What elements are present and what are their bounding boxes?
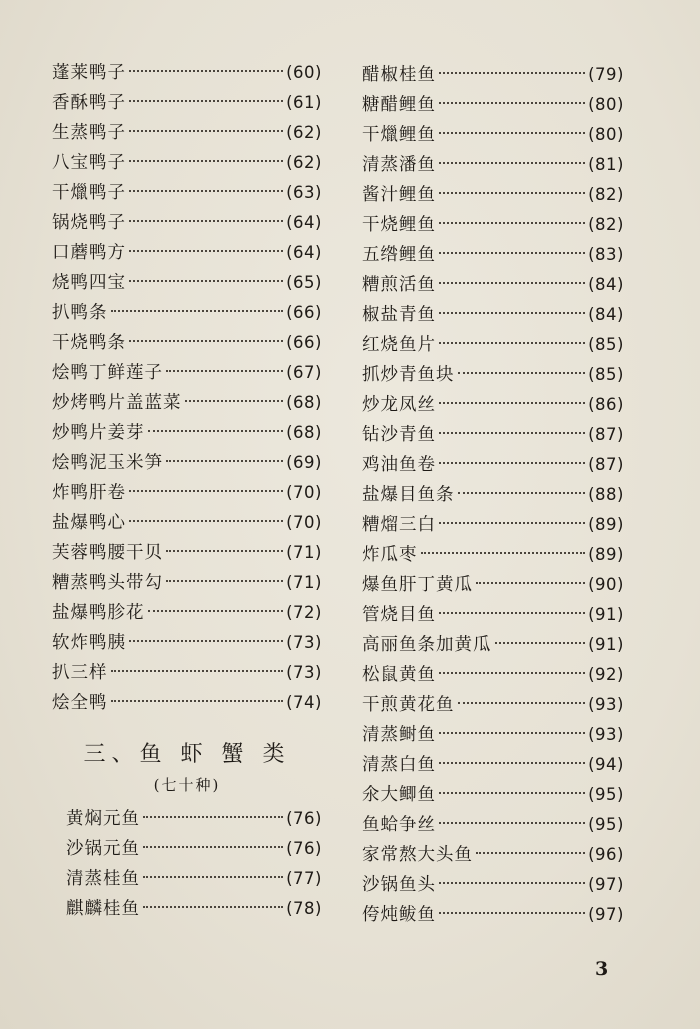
page-reference: (60) bbox=[286, 63, 322, 82]
page-reference: (91) bbox=[588, 605, 624, 624]
dot-leader bbox=[129, 640, 283, 642]
dish-name: 扒三样 bbox=[52, 663, 108, 683]
page-reference: (95) bbox=[588, 815, 624, 834]
dot-leader bbox=[129, 250, 283, 252]
page-reference: (76) bbox=[286, 839, 322, 858]
toc-left-column bbox=[52, 58, 322, 924]
page-reference: (94) bbox=[588, 755, 624, 774]
toc-entry bbox=[52, 568, 322, 598]
dish-name: 口蘑鸭方 bbox=[52, 243, 126, 263]
dot-leader bbox=[148, 430, 284, 432]
page-reference: (74) bbox=[286, 693, 322, 712]
dish-name: 干烧鸭条 bbox=[52, 333, 126, 353]
dot-leader bbox=[439, 462, 585, 464]
toc-entry bbox=[66, 864, 322, 894]
page-reference: (79) bbox=[588, 65, 624, 84]
dot-leader bbox=[439, 402, 585, 404]
dot-leader bbox=[143, 846, 283, 848]
toc-entry bbox=[52, 538, 322, 568]
dot-leader bbox=[439, 822, 585, 824]
toc-entry bbox=[362, 840, 624, 870]
dish-name: 沙锅鱼头 bbox=[362, 875, 436, 895]
page-reference: (70) bbox=[286, 483, 322, 502]
toc-entry bbox=[52, 418, 322, 448]
page-reference: (68) bbox=[286, 423, 322, 442]
toc-entry bbox=[362, 570, 624, 600]
toc-entry bbox=[52, 508, 322, 538]
dish-name: 盐爆鸭心 bbox=[52, 513, 126, 533]
page-reference: (64) bbox=[286, 213, 322, 232]
page-reference: (67) bbox=[286, 363, 322, 382]
dish-name: 炒鸭片姜芽 bbox=[52, 423, 145, 443]
page-reference: (76) bbox=[286, 809, 322, 828]
page-reference: (87) bbox=[588, 425, 624, 444]
dot-leader bbox=[439, 912, 585, 914]
dish-name: 沙锅元鱼 bbox=[66, 839, 140, 859]
dot-leader bbox=[111, 670, 284, 672]
dot-leader bbox=[129, 220, 283, 222]
toc-entry bbox=[362, 120, 624, 150]
toc-entry bbox=[362, 240, 624, 270]
toc-entry bbox=[52, 598, 322, 628]
page-reference: (80) bbox=[588, 125, 624, 144]
dish-name: 椒盐青鱼 bbox=[362, 305, 436, 325]
toc-entry bbox=[362, 420, 624, 450]
toc-entry bbox=[52, 268, 322, 298]
dot-leader bbox=[476, 582, 585, 584]
dish-name: 松鼠黄鱼 bbox=[362, 665, 436, 685]
dot-leader bbox=[166, 550, 283, 552]
toc-right-column bbox=[362, 60, 624, 930]
toc-entry bbox=[52, 178, 322, 208]
dot-leader bbox=[439, 342, 585, 344]
toc-entry bbox=[52, 298, 322, 328]
page-reference: (92) bbox=[588, 665, 624, 684]
toc-entry bbox=[52, 88, 322, 118]
toc-entry bbox=[52, 448, 322, 478]
page-reference: (63) bbox=[286, 183, 322, 202]
toc-entry bbox=[52, 208, 322, 238]
dish-name: 家常熬大头鱼 bbox=[362, 845, 473, 865]
dot-leader bbox=[129, 160, 283, 162]
page-reference: (73) bbox=[286, 633, 322, 652]
toc-entry bbox=[362, 210, 624, 240]
dot-leader bbox=[439, 612, 585, 614]
toc-entry bbox=[52, 628, 322, 658]
dish-name: 锅烧鸭子 bbox=[52, 213, 126, 233]
dot-leader bbox=[129, 490, 283, 492]
dish-name: 鱼蛤争丝 bbox=[362, 815, 436, 835]
dish-name: 芙蓉鸭腰干贝 bbox=[52, 543, 163, 563]
dot-leader bbox=[129, 340, 283, 342]
page-reference: (64) bbox=[286, 243, 322, 262]
toc-entry bbox=[52, 58, 322, 88]
toc-entry bbox=[52, 478, 322, 508]
toc-entry bbox=[362, 480, 624, 510]
dish-name: 干爉鸭子 bbox=[52, 183, 126, 203]
dish-name: 盐爆鸭胗花 bbox=[52, 603, 145, 623]
dish-name: 鸡油鱼卷 bbox=[362, 455, 436, 475]
dot-leader bbox=[439, 132, 585, 134]
dish-name: 五绺鲤鱼 bbox=[362, 245, 436, 265]
dish-name: 香酥鸭子 bbox=[52, 93, 126, 113]
toc-list-duck bbox=[52, 58, 322, 718]
dot-leader bbox=[129, 190, 283, 192]
dish-name: 炒龙凤丝 bbox=[362, 395, 436, 415]
page-reference: (65) bbox=[286, 273, 322, 292]
toc-entry bbox=[362, 600, 624, 630]
dot-leader bbox=[439, 522, 585, 524]
toc-entry bbox=[362, 780, 624, 810]
dish-name: 软炸鸭胰 bbox=[52, 633, 126, 653]
dot-leader bbox=[143, 906, 283, 908]
dot-leader bbox=[166, 460, 283, 462]
toc-entry bbox=[362, 720, 624, 750]
page-reference: (68) bbox=[286, 393, 322, 412]
dot-leader bbox=[166, 370, 283, 372]
toc-entry bbox=[362, 870, 624, 900]
toc-entry bbox=[52, 358, 322, 388]
dish-name: 干烧鲤鱼 bbox=[362, 215, 436, 235]
dish-name: 糟煎活鱼 bbox=[362, 275, 436, 295]
toc-list-fish-continued bbox=[362, 60, 624, 930]
page-reference: (73) bbox=[286, 663, 322, 682]
page-reference: (86) bbox=[588, 395, 624, 414]
dish-name: 麒麟桂鱼 bbox=[66, 899, 140, 919]
toc-list-fish bbox=[66, 804, 322, 924]
dot-leader bbox=[129, 130, 283, 132]
dot-leader bbox=[439, 252, 585, 254]
dish-name: 干爉鲤鱼 bbox=[362, 125, 436, 145]
dish-name: 高丽鱼条加黄瓜 bbox=[362, 635, 492, 655]
dish-name: 酱汁鲤鱼 bbox=[362, 185, 436, 205]
page-reference: (96) bbox=[588, 845, 624, 864]
toc-entry bbox=[362, 330, 624, 360]
dot-leader bbox=[458, 702, 586, 704]
page-reference: (91) bbox=[588, 635, 624, 654]
toc-entry bbox=[66, 804, 322, 834]
dish-name: 烩全鸭 bbox=[52, 693, 108, 713]
dish-name: 蓬莱鸭子 bbox=[52, 63, 126, 83]
toc-entry bbox=[66, 834, 322, 864]
page-reference: (89) bbox=[588, 515, 624, 534]
page-reference: (69) bbox=[286, 453, 322, 472]
dish-name: 盐爆目鱼条 bbox=[362, 485, 455, 505]
page-reference: (87) bbox=[588, 455, 624, 474]
dish-name: 干煎黄花鱼 bbox=[362, 695, 455, 715]
page-reference: (85) bbox=[588, 365, 624, 384]
dish-name: 炸瓜枣 bbox=[362, 545, 418, 565]
page-reference: (78) bbox=[286, 899, 322, 918]
page-reference: (62) bbox=[286, 123, 322, 142]
dish-name: 醋椒桂鱼 bbox=[362, 65, 436, 85]
dish-name: 侉炖鲅鱼 bbox=[362, 905, 436, 925]
dish-name: 黄焖元鱼 bbox=[66, 809, 140, 829]
toc-entry bbox=[362, 270, 624, 300]
dot-leader bbox=[495, 642, 586, 644]
dish-name: 清蒸桂鱼 bbox=[66, 869, 140, 889]
dot-leader bbox=[129, 520, 283, 522]
dot-leader bbox=[476, 852, 585, 854]
dot-leader bbox=[439, 282, 585, 284]
toc-entry bbox=[362, 810, 624, 840]
page-reference: (62) bbox=[286, 153, 322, 172]
dish-name: 扒鸭条 bbox=[52, 303, 108, 323]
toc-entry bbox=[52, 238, 322, 268]
dish-name: 清蒸潘鱼 bbox=[362, 155, 436, 175]
page-reference: (88) bbox=[588, 485, 624, 504]
dot-leader bbox=[439, 672, 585, 674]
dish-name: 八宝鸭子 bbox=[52, 153, 126, 173]
dish-name: 烧鸭四宝 bbox=[52, 273, 126, 293]
page-reference: (95) bbox=[588, 785, 624, 804]
dish-name: 爆鱼肝丁黄瓜 bbox=[362, 575, 473, 595]
toc-entry bbox=[52, 148, 322, 178]
dot-leader bbox=[458, 372, 586, 374]
page-reference: (90) bbox=[588, 575, 624, 594]
page-reference: (84) bbox=[588, 305, 624, 324]
page-reference: (85) bbox=[588, 335, 624, 354]
page-reference: (89) bbox=[588, 545, 624, 564]
page-reference: (70) bbox=[286, 513, 322, 532]
page-reference: (61) bbox=[286, 93, 322, 112]
page-reference: (71) bbox=[286, 543, 322, 562]
dot-leader bbox=[129, 280, 283, 282]
dish-name: 清蒸白鱼 bbox=[362, 755, 436, 775]
dot-leader bbox=[111, 310, 284, 312]
dot-leader bbox=[166, 580, 283, 582]
toc-entry bbox=[52, 328, 322, 358]
page-number: 3 bbox=[595, 958, 609, 980]
page-reference: (82) bbox=[588, 215, 624, 234]
dot-leader bbox=[439, 102, 585, 104]
dot-leader bbox=[439, 792, 585, 794]
dish-name: 炸鸭肝卷 bbox=[52, 483, 126, 503]
dot-leader bbox=[143, 816, 283, 818]
dot-leader bbox=[111, 700, 284, 702]
dish-name: 生蒸鸭子 bbox=[52, 123, 126, 143]
dot-leader bbox=[421, 552, 586, 554]
toc-entry bbox=[362, 150, 624, 180]
toc-entry bbox=[52, 658, 322, 688]
page-reference: (93) bbox=[588, 695, 624, 714]
toc-entry bbox=[362, 750, 624, 780]
toc-entry bbox=[362, 630, 624, 660]
dish-name: 糖醋鲤鱼 bbox=[362, 95, 436, 115]
dot-leader bbox=[439, 882, 585, 884]
dot-leader bbox=[439, 762, 585, 764]
page-reference: (66) bbox=[286, 303, 322, 322]
dot-leader bbox=[439, 432, 585, 434]
dish-name: 钻沙青鱼 bbox=[362, 425, 436, 445]
toc-entry bbox=[362, 510, 624, 540]
dot-leader bbox=[439, 162, 585, 164]
dish-name: 红烧鱼片 bbox=[362, 335, 436, 355]
dot-leader bbox=[439, 72, 585, 74]
toc-entry bbox=[362, 90, 624, 120]
toc-entry bbox=[362, 180, 624, 210]
page-reference: (84) bbox=[588, 275, 624, 294]
dot-leader bbox=[129, 70, 283, 72]
toc-entry bbox=[362, 900, 624, 930]
toc-entry bbox=[52, 388, 322, 418]
dish-name: 炒烤鸭片盖蓝菜 bbox=[52, 393, 182, 413]
dot-leader bbox=[439, 312, 585, 314]
section-subheading: (七十种) bbox=[153, 776, 221, 794]
dot-leader bbox=[439, 192, 585, 194]
dish-name: 管烧目鱼 bbox=[362, 605, 436, 625]
page-reference: (93) bbox=[588, 725, 624, 744]
toc-entry bbox=[362, 690, 624, 720]
page-reference: (66) bbox=[286, 333, 322, 352]
dot-leader bbox=[143, 876, 283, 878]
dot-leader bbox=[129, 100, 283, 102]
toc-entry bbox=[362, 540, 624, 570]
toc-entry bbox=[52, 118, 322, 148]
page-reference: (97) bbox=[588, 905, 624, 924]
page-reference: (77) bbox=[286, 869, 322, 888]
dish-name: 抓炒青鱼块 bbox=[362, 365, 455, 385]
dot-leader bbox=[439, 222, 585, 224]
dish-name: 烩鸭丁鲜莲子 bbox=[52, 363, 163, 383]
dot-leader bbox=[185, 400, 284, 402]
dot-leader bbox=[439, 732, 585, 734]
page-reference: (72) bbox=[286, 603, 322, 622]
toc-entry bbox=[362, 450, 624, 480]
page-reference: (83) bbox=[588, 245, 624, 264]
toc-entry bbox=[362, 390, 624, 420]
toc-entry bbox=[362, 360, 624, 390]
dish-name: 糟蒸鸭头带勾 bbox=[52, 573, 163, 593]
dish-name: 糟熘三白 bbox=[362, 515, 436, 535]
dish-name: 烩鸭泥玉米笋 bbox=[52, 453, 163, 473]
toc-entry bbox=[362, 300, 624, 330]
page-reference: (97) bbox=[588, 875, 624, 894]
page-reference: (71) bbox=[286, 573, 322, 592]
toc-entry bbox=[362, 60, 624, 90]
dish-name: 氽大鲫鱼 bbox=[362, 785, 436, 805]
toc-entry bbox=[362, 660, 624, 690]
section-heading: 三、鱼 虾 蟹 类 bbox=[83, 742, 291, 767]
dish-name: 清蒸鲥鱼 bbox=[362, 725, 436, 745]
dot-leader bbox=[148, 610, 284, 612]
page-reference: (81) bbox=[588, 155, 624, 174]
page-reference: (82) bbox=[588, 185, 624, 204]
toc-entry bbox=[52, 688, 322, 718]
dot-leader bbox=[458, 492, 586, 494]
toc-entry bbox=[66, 894, 322, 924]
page-reference: (80) bbox=[588, 95, 624, 114]
